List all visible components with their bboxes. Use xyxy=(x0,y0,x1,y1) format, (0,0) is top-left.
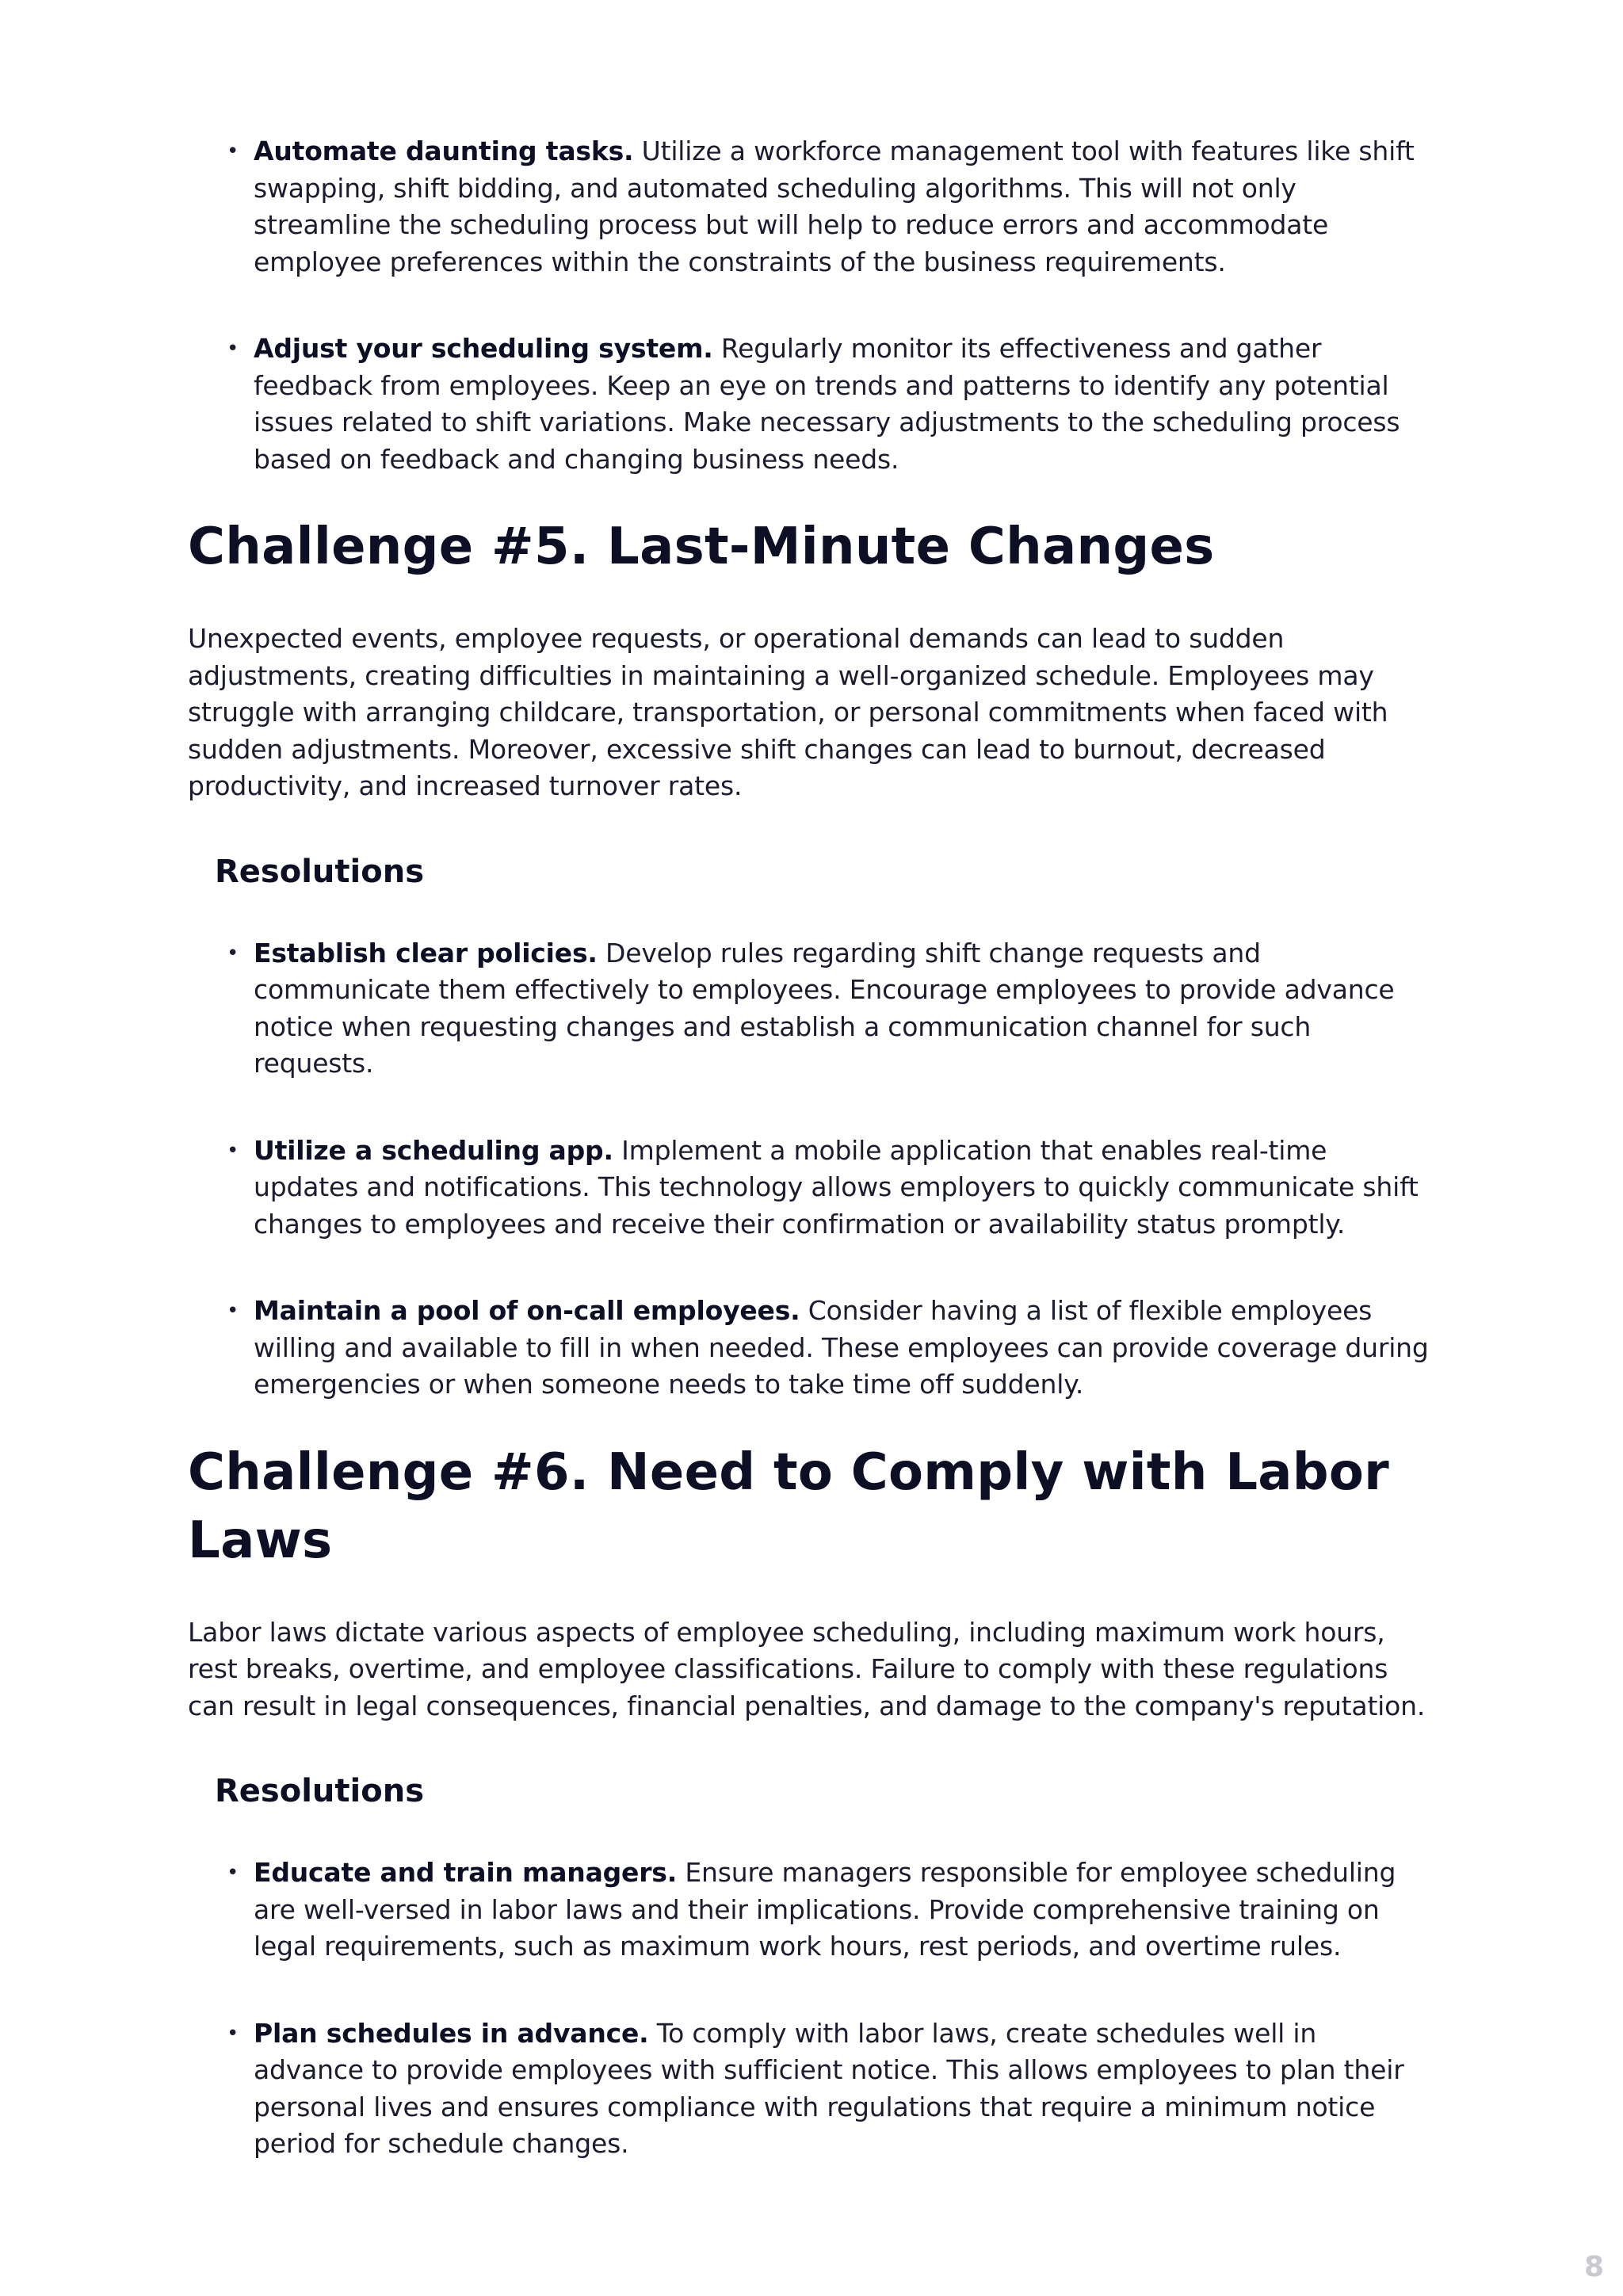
item-text: To comply with labor laws, create schedules well in advance to provide employees with sufficient notice. This allows employees to plan their personal lives and ensures compliance with regulations that require a minimum notice period for schedule changes. xyxy=(254,2017,1404,2159)
list-item xyxy=(254,1133,1432,1244)
top-bullet-list xyxy=(188,133,1432,478)
list-item xyxy=(254,2015,1432,2163)
page-number: 8 xyxy=(1583,2251,1604,2283)
challenge-6-resolutions-heading: Resolutions xyxy=(215,1773,425,1809)
item-lead: Automate daunting tasks. xyxy=(254,136,634,166)
challenge-5-body: Unexpected events, employee requests, or operational demands can lead to sudden adjustments, creating difficulties in maintaining a well-organized schedule. Employees may struggle with arranging childcare, transportation, or personal commitments when faced with sudden adjustments. Moreover, excessive shift changes can lead to burnout, decreased productivity, and increased turnover rates. xyxy=(188,623,1388,801)
challenge-6-heading: Challenge #6. Need to Comply with Labor Laws xyxy=(188,1442,1390,1570)
list-item xyxy=(254,1293,1432,1404)
item-text: Consider having a list of flexible employees willing and available to fill in when needed. These employees can provide coverage during emergencies or when someone needs to take time off suddenly. xyxy=(254,1295,1429,1400)
list-item xyxy=(254,1855,1432,1966)
item-text: Implement a mobile application that enables real-time updates and notifications. This technology allows employers to quickly communicate shift changes to employees and receive their confirmation or availability status promptly. xyxy=(254,1134,1419,1240)
challenge-5-resolutions-list xyxy=(188,935,1432,1404)
item-text: Regularly monitor its effectiveness and gather feedback from employees. Keep an eye on trends and patterns to identify any potential issues related to shift variations. Make necessary adjustments to the scheduling process based on feedback and changing business needs. xyxy=(254,333,1400,475)
item-lead: Adjust your scheduling system. xyxy=(254,333,713,364)
list-item xyxy=(254,330,1432,478)
item-text: Utilize a workforce management tool with features like shift swapping, shift bidding, and automated scheduling algorithms. This will not only streamline the scheduling process but will help to reduce errors and accommodate employee preferences within the constraints of the business requirements. xyxy=(254,136,1415,277)
challenge-5-heading: Challenge #5. Last-Minute Changes xyxy=(188,518,1215,576)
item-lead: Establish clear policies. xyxy=(254,937,598,968)
item-lead: Plan schedules in advance. xyxy=(254,2017,649,2049)
item-text: Develop rules regarding shift change requests and communicate them effectively to employees. Encourage employees to provide advance notice when requesting changes and establish a communication channel for such requests. xyxy=(254,937,1395,1079)
item-text: Ensure managers responsible for employee scheduling are well-versed in labor laws and their implications. Provide comprehensive training on legal requirements, such as maximum work hours, rest periods, and overtime rules. xyxy=(254,1857,1396,1962)
list-item xyxy=(254,935,1432,1083)
challenge-5-resolutions-heading: Resolutions xyxy=(215,853,425,890)
challenge-6-resolutions-list xyxy=(188,1855,1432,2163)
item-lead: Maintain a pool of on-call employees. xyxy=(254,1295,800,1326)
challenge-6-body: Labor laws dictate various aspects of employee scheduling, including maximum work hours, rest breaks, overtime, and employee classifications. Failure to comply with these regulations can result in legal consequences, financial penalties, and damage to the company's reputation. xyxy=(188,1616,1426,1721)
item-lead: Utilize a scheduling app. xyxy=(254,1134,613,1166)
page-content xyxy=(188,133,1432,2163)
item-lead: Educate and train managers. xyxy=(254,1857,678,1888)
list-item xyxy=(254,133,1432,281)
